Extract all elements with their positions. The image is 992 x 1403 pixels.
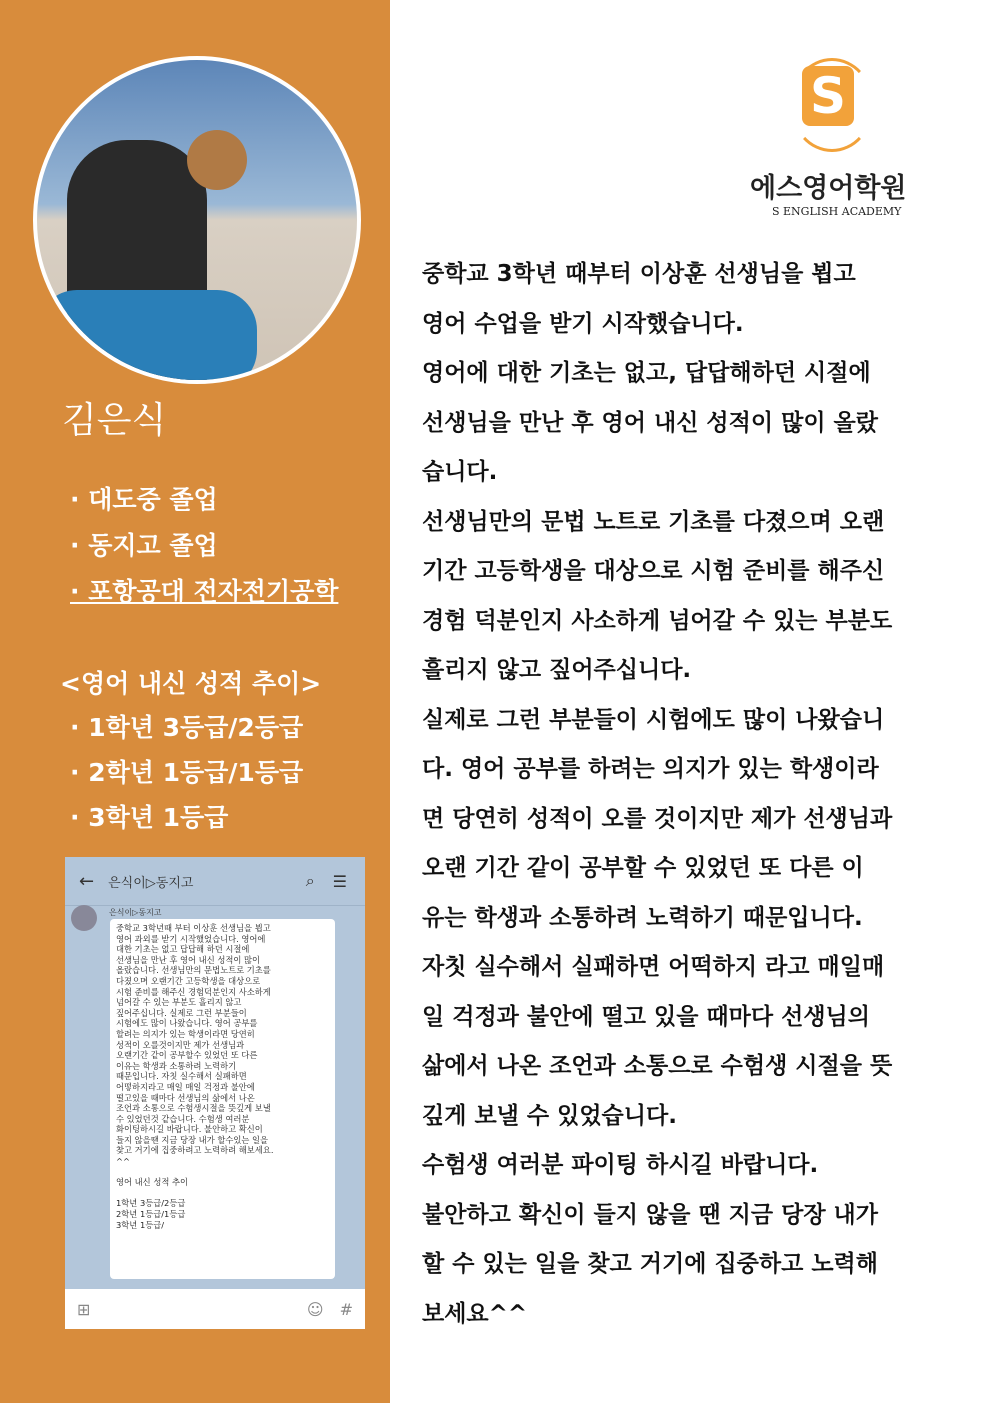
- chat-line: 화이팅하시길 바랍니다. 불안하고 확신이: [116, 1124, 263, 1135]
- chat-line: 다졌으며 오랜기간 고등학생을 대상으로: [116, 975, 261, 986]
- testimonial-line: 불안하고 확신이 들지 않을 땐 지금 당장 내가: [422, 1201, 878, 1228]
- education-item: · 포항공대 전자전기공학: [70, 577, 339, 606]
- testimonial-line: 다. 영어 공부를 하려는 의지가 있는 학생이라: [422, 756, 879, 782]
- chat-line: 대한 기초는 없고 답답해 하던 시절에: [116, 944, 250, 955]
- testimonial-line: 삶에서 나온 조언과 소통으로 수험생 시절을 뜻: [422, 1053, 893, 1079]
- testimonial-line: 기간 고등학생을 대상으로 시험 준비를 해주신: [422, 558, 885, 584]
- chat-line: 시험에도 많이 나왔습니다. 영어 공부를: [116, 1018, 258, 1029]
- chat-line: 수 있었던것 같습니다. 수험생 여러분: [116, 1113, 250, 1124]
- chat-message: [110, 919, 335, 1279]
- chat-line: 선생님을 만난 후 영어 내신 성적이 많이: [116, 954, 261, 965]
- testimonial-line: 보세요^^: [422, 1300, 528, 1327]
- student-name: 김은식: [62, 400, 167, 441]
- chat-line: 어떻하지라고 매일 매일 걱정과 불안에: [116, 1081, 255, 1092]
- testimonial-line: 할 수 있는 일을 찾고 거기에 집중하고 노력해: [422, 1251, 878, 1277]
- education-item: · 동지고 졸업: [70, 531, 218, 560]
- avatar: [71, 905, 97, 931]
- chat-line: 성적이 오를것이지만 제가 선생님과: [116, 1039, 245, 1050]
- chat-line: 3학년 1등급/: [116, 1219, 165, 1230]
- chat-line: [116, 1167, 329, 1178]
- grade-item: · 2학년 1등급/1등급: [70, 758, 304, 787]
- chat-line: 영어 내신 성적 추이: [116, 1177, 189, 1188]
- chat-line: 때문입니다. 자칫 실수해서 실패하면: [116, 1071, 247, 1082]
- emoji-icon: ☺: [306, 1299, 324, 1319]
- chat-line: 1학년 3등급/2등급: [116, 1198, 186, 1209]
- testimonial-line: 흘리지 않고 짚어주십니다.: [422, 657, 692, 683]
- chat-header: [65, 857, 365, 906]
- hash-icon: #: [339, 1299, 353, 1319]
- chat-line: 2학년 1등급/1등급: [116, 1209, 186, 1220]
- chat-title: 은식이▷동지고: [108, 875, 194, 891]
- menu-icon: ☰: [332, 871, 347, 891]
- chat-line: 오랜기간 같이 공부할수 있었던 또 다른: [116, 1050, 258, 1061]
- chat-line: 떨고있을 때마다 선생님의 삶에서 나온: [116, 1092, 255, 1103]
- testimonial-line: 깊게 보낼 수 있었습니다.: [422, 1102, 677, 1129]
- student-photo: [33, 56, 361, 384]
- chat-line: 들지 않을땐 지금 당장 내가 할수있는 일을: [116, 1134, 269, 1145]
- chat-input-bar: [65, 1289, 365, 1329]
- grades-title: <영어 내신 성적 추이>: [60, 669, 322, 698]
- chat-line: 시험 준비를 해주신 경험덕분인지 사소하게: [116, 986, 271, 997]
- testimonial-line: 경험 덕분인지 사소하게 넘어갈 수 있는 부분도: [422, 607, 893, 634]
- chat-line: 올랐습니다. 선생님만의 문법노트로 기초를: [116, 965, 271, 976]
- search-icon: ⌕: [305, 871, 315, 890]
- testimonial-panel: [390, 0, 992, 1403]
- testimonial-line: 중학교 3학년 때부터 이상훈 선생님을 뵙고: [422, 261, 856, 287]
- chat-line: 조언과 소통으로 수험생시절을 뜻깊게 보낼: [116, 1103, 271, 1114]
- back-arrow-icon: ←: [79, 870, 95, 892]
- chat-line: 중학교 3학년때 부터 이상훈 선생님을 뵙고: [116, 923, 271, 933]
- testimonial-line: 선생님을 만난 후 영어 내신 성적이 많이 올랐: [422, 409, 878, 436]
- testimonial-line: 자칫 실수해서 실패하면 어떡하지 라고 매일매: [422, 954, 885, 980]
- profile-panel: [0, 0, 390, 1403]
- grade-item: · 1학년 3등급/2등급: [70, 713, 304, 742]
- chat-line: 넘어갈 수 있는 부분도 흘리지 않고: [116, 997, 242, 1008]
- testimonial-line: 유는 학생과 소통하려 노력하기 때문입니다.: [422, 904, 863, 931]
- chat-sender: 은식이▷동지고: [109, 908, 162, 917]
- chat-line: 이유는 학생과 소통하려 노력하기: [116, 1060, 237, 1071]
- testimonial-line: 오랜 기간 같이 공부할 수 있었던 또 다른 이: [422, 855, 864, 881]
- testimonial-line: 선생님만의 문법 노트로 기초를 다졌으며 오랜: [422, 508, 885, 535]
- logo-icon: S: [802, 66, 854, 126]
- academy-name-english: S ENGLISH ACADEMY: [772, 205, 902, 218]
- plus-icon: ⊞: [77, 1299, 91, 1319]
- testimonial-line: 일 걱정과 불안에 떨고 있을 때마다 선생님의: [422, 1003, 870, 1030]
- academy-name: 에스영어학원: [750, 173, 907, 204]
- chat-screenshot: [65, 857, 365, 1329]
- testimonial-line: 영어에 대한 기초는 없고, 답답해하던 시절에: [422, 360, 871, 386]
- testimonial-line: 수험생 여러분 파이팅 하시길 바랍니다.: [422, 1152, 819, 1178]
- chat-line: 짚어주십니다. 실제로 그런 부분들이: [116, 1007, 247, 1018]
- testimonial-line: 영어 수업을 받기 시작했습니다.: [422, 310, 744, 337]
- testimonial-line: 면 당연히 성적이 오를 것이지만 제가 선생님과: [422, 805, 893, 832]
- grade-item: · 3학년 1등급: [70, 803, 229, 832]
- education-item: · 대도중 졸업: [70, 485, 218, 514]
- chat-line: 찾고 거기에 집중하려고 노력하려 해보세요.: [116, 1145, 274, 1156]
- testimonial-text: [422, 250, 942, 1339]
- chat-line: ^^: [116, 1156, 130, 1167]
- testimonial-line: 실제로 그런 부분들이 시험에도 많이 나왔습니: [422, 706, 885, 733]
- chat-line: [116, 1188, 329, 1199]
- chat-line: 영어 과외를 받기 시작했었습니다. 영어에: [116, 933, 266, 944]
- chat-line: 할려는 의지가 있는 학생이라면 당연히: [116, 1028, 255, 1039]
- testimonial-line: 습니다.: [422, 459, 498, 485]
